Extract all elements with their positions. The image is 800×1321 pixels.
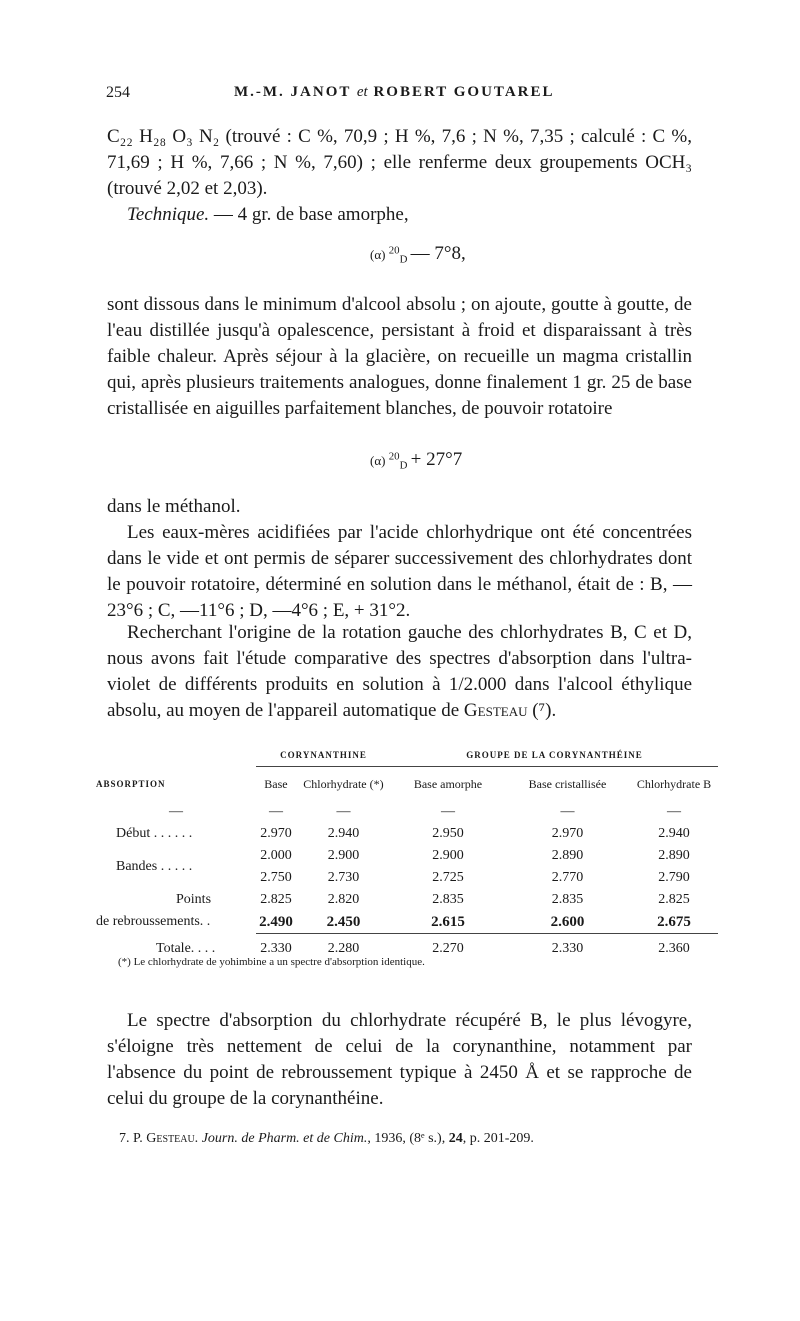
table-cell: 2.835 — [432, 892, 464, 907]
row-label: Début . . . . . . — [116, 826, 193, 841]
paragraph-dissolution: sont dissous dans le minimum d'alcool absolu ; on ajoute, goutte à goutte, de l'eau distillée jusqu'à opalescence, persistant à froid et disparaissant à très faible chaleur. Après séjour à la glacière, on recueille un magma cristallin qui, après plusieurs traitements analogues, donne finalement 1 gr. 25 de base cristallisée en aiguilles parfaitement blanches, de pouvoir rotatoire — [107, 294, 692, 419]
column-header: Base — [264, 776, 288, 791]
page-header — [106, 84, 706, 108]
temperature-sup: 20 — [388, 450, 400, 463]
table-cell: 2.770 — [551, 870, 584, 885]
table-cell: 2.450 — [296, 911, 391, 934]
row-label: de rebroussements. . — [96, 914, 211, 930]
paragraph-mother-liquors: Les eaux-mères acidifiées par l'acide chlorhydrique ont été concentrées dans le vide et ont permis de séparer successivement des chlorhydrates dont le pouvoir rotatoire, déterminé en solution dans le méthanol, était de : B, —23°6 ; C, —11°6 ; D, —4°6 ; E, + 31°2. — [107, 522, 692, 621]
table-cell: 2.970 — [260, 826, 292, 841]
column-header: Chlorhydrate B — [636, 776, 712, 791]
table-footnote: (*) Le chlorhydrate de yohimbine a un spectre d'absorption identique. — [118, 956, 425, 968]
column-header: Base cristallisée — [528, 776, 607, 791]
d-sub: D — [399, 459, 408, 472]
alpha-symbol: (α) — [370, 247, 386, 262]
table-cell: 2.730 — [327, 870, 360, 885]
table-cell: 2.890 — [551, 848, 584, 863]
temperature-sup: 20 — [388, 244, 400, 257]
row-label: Points — [176, 892, 212, 907]
table-cell: 2.330 — [260, 940, 292, 956]
rotation-formula-1 — [370, 243, 466, 266]
rotation-formula-2 — [370, 449, 462, 472]
absorption-table — [96, 744, 718, 964]
dash-cell: — — [560, 804, 575, 819]
table-cell: 2.725 — [432, 870, 464, 885]
table-cell: 2.940 — [658, 826, 690, 841]
row-label: Bandes . . . . . — [116, 859, 193, 874]
table-cell: 2.890 — [658, 848, 690, 863]
uv-study-text: Recherchant l'origine de la rotation gauche des chlorhydrates B, C et D, nous avons fait l'étude comparative des spectres d'absorption dans l'ultra-violet de différents produits en solution à 1/2.000 dans l'alcool éthylique absolu, au moyen de l'appareil automatique de — [107, 622, 692, 721]
reference-pages: , p. 201-209. — [462, 1131, 534, 1146]
reference-number: 7. P. — [119, 1131, 143, 1146]
rotation-value: + 27°7 — [410, 449, 463, 470]
dash-cell: — — [440, 804, 455, 819]
paragraph-methanol: dans le méthanol. — [107, 496, 241, 517]
dash-cell: — — [268, 804, 283, 819]
table-cell: 2.490 — [256, 911, 296, 934]
column-header: Base amorphe — [413, 776, 483, 791]
footnote-ref: (⁷). — [532, 700, 557, 721]
table-cell: 2.675 — [630, 911, 718, 934]
running-head-et: et — [356, 84, 368, 100]
table-group-header — [96, 744, 718, 767]
group-corynanthine: CORYNANTHINE — [256, 744, 391, 767]
reference-footnote — [119, 1131, 534, 1147]
technique-label: Technique. — [127, 204, 210, 225]
table-cell: 2.825 — [260, 892, 292, 907]
table-cell: 2.270 — [432, 940, 464, 956]
table-cell: 2.820 — [327, 892, 360, 907]
table-cell: 2.825 — [658, 892, 690, 907]
table-column-header — [96, 767, 718, 802]
technique-text: — 4 gr. de base amorphe, — [213, 204, 409, 225]
paragraph-conclusion: Le spectre d'absorption du chlorhydrate récupéré B, le plus lévogyre, s'éloigne très nettement de celui de la corynanthine, notamment par l'absence du point de rebroussement typique à 2450 Å et se rapproche de celui du groupe de la corynanthéine. — [107, 1010, 692, 1109]
table-cell: 2.950 — [432, 826, 464, 841]
table-dash-row — [96, 801, 718, 823]
paragraph-formula — [107, 124, 692, 228]
table-cell: 2.280 — [327, 940, 360, 956]
table-cell: 2.900 — [327, 848, 360, 863]
table-cell: 2.970 — [551, 826, 584, 841]
table-cell: 2.615 — [391, 911, 505, 934]
table-cell: 2.900 — [432, 848, 464, 863]
table-cell: 2.750 — [260, 870, 292, 885]
dash-cell: — — [336, 804, 351, 819]
table-cell: 2.360 — [658, 940, 690, 956]
alpha-symbol: (α) — [370, 453, 386, 468]
gesteau-name: Gesteau — [463, 700, 528, 721]
rotation-value: — 7°8, — [410, 243, 466, 264]
dash-cell: — — [169, 804, 183, 819]
reference-details: , 1936, (8ᵉ s.), — [367, 1131, 449, 1146]
reference-author: Gesteau. — [146, 1131, 199, 1146]
column-header: Chlorhydrate (*) — [303, 776, 384, 791]
formula-text: C₂₂ H₂₈ O₃ N₂ (trouvé : C %, 70,9 ; H %, 7,6 ; N %, 7,35 ; calculé : C %, 71,69 ; H %, 7,66 ; N %, 7,60) ; elle renferme deux groupements OCH₃ (trouvé 2,02 et 2,03). — [107, 126, 692, 199]
table-row — [96, 845, 718, 867]
running-head-author1: M.-M. JANOT — [234, 84, 352, 100]
d-sub: D — [399, 253, 408, 266]
row-label: Totale. . . . — [156, 940, 216, 956]
table-cell: 2.600 — [505, 911, 630, 934]
table-row — [96, 911, 718, 934]
group-corynantheine: GROUPE DE LA CORYNANTHÉINE — [391, 744, 718, 767]
table-cell: 2.790 — [658, 870, 690, 885]
table-cell: 2.835 — [551, 892, 584, 907]
page-number: 254 — [106, 84, 130, 101]
dash-cell: — — [667, 804, 681, 819]
table-cell: 2.330 — [551, 940, 584, 956]
paragraph-uv-study — [107, 620, 692, 724]
table-cell: 2.940 — [327, 826, 360, 841]
reference-volume: 24 — [448, 1131, 463, 1146]
table-row — [96, 889, 718, 911]
table-row — [96, 823, 718, 845]
table-cell: 2.000 — [260, 848, 292, 863]
running-head — [234, 84, 555, 101]
reference-journal: Journ. de Pharm. et de Chim. — [201, 1131, 368, 1146]
absorption-header: ABSORPTION — [96, 778, 166, 789]
running-head-author2: ROBERT GOUTAREL — [373, 84, 555, 100]
